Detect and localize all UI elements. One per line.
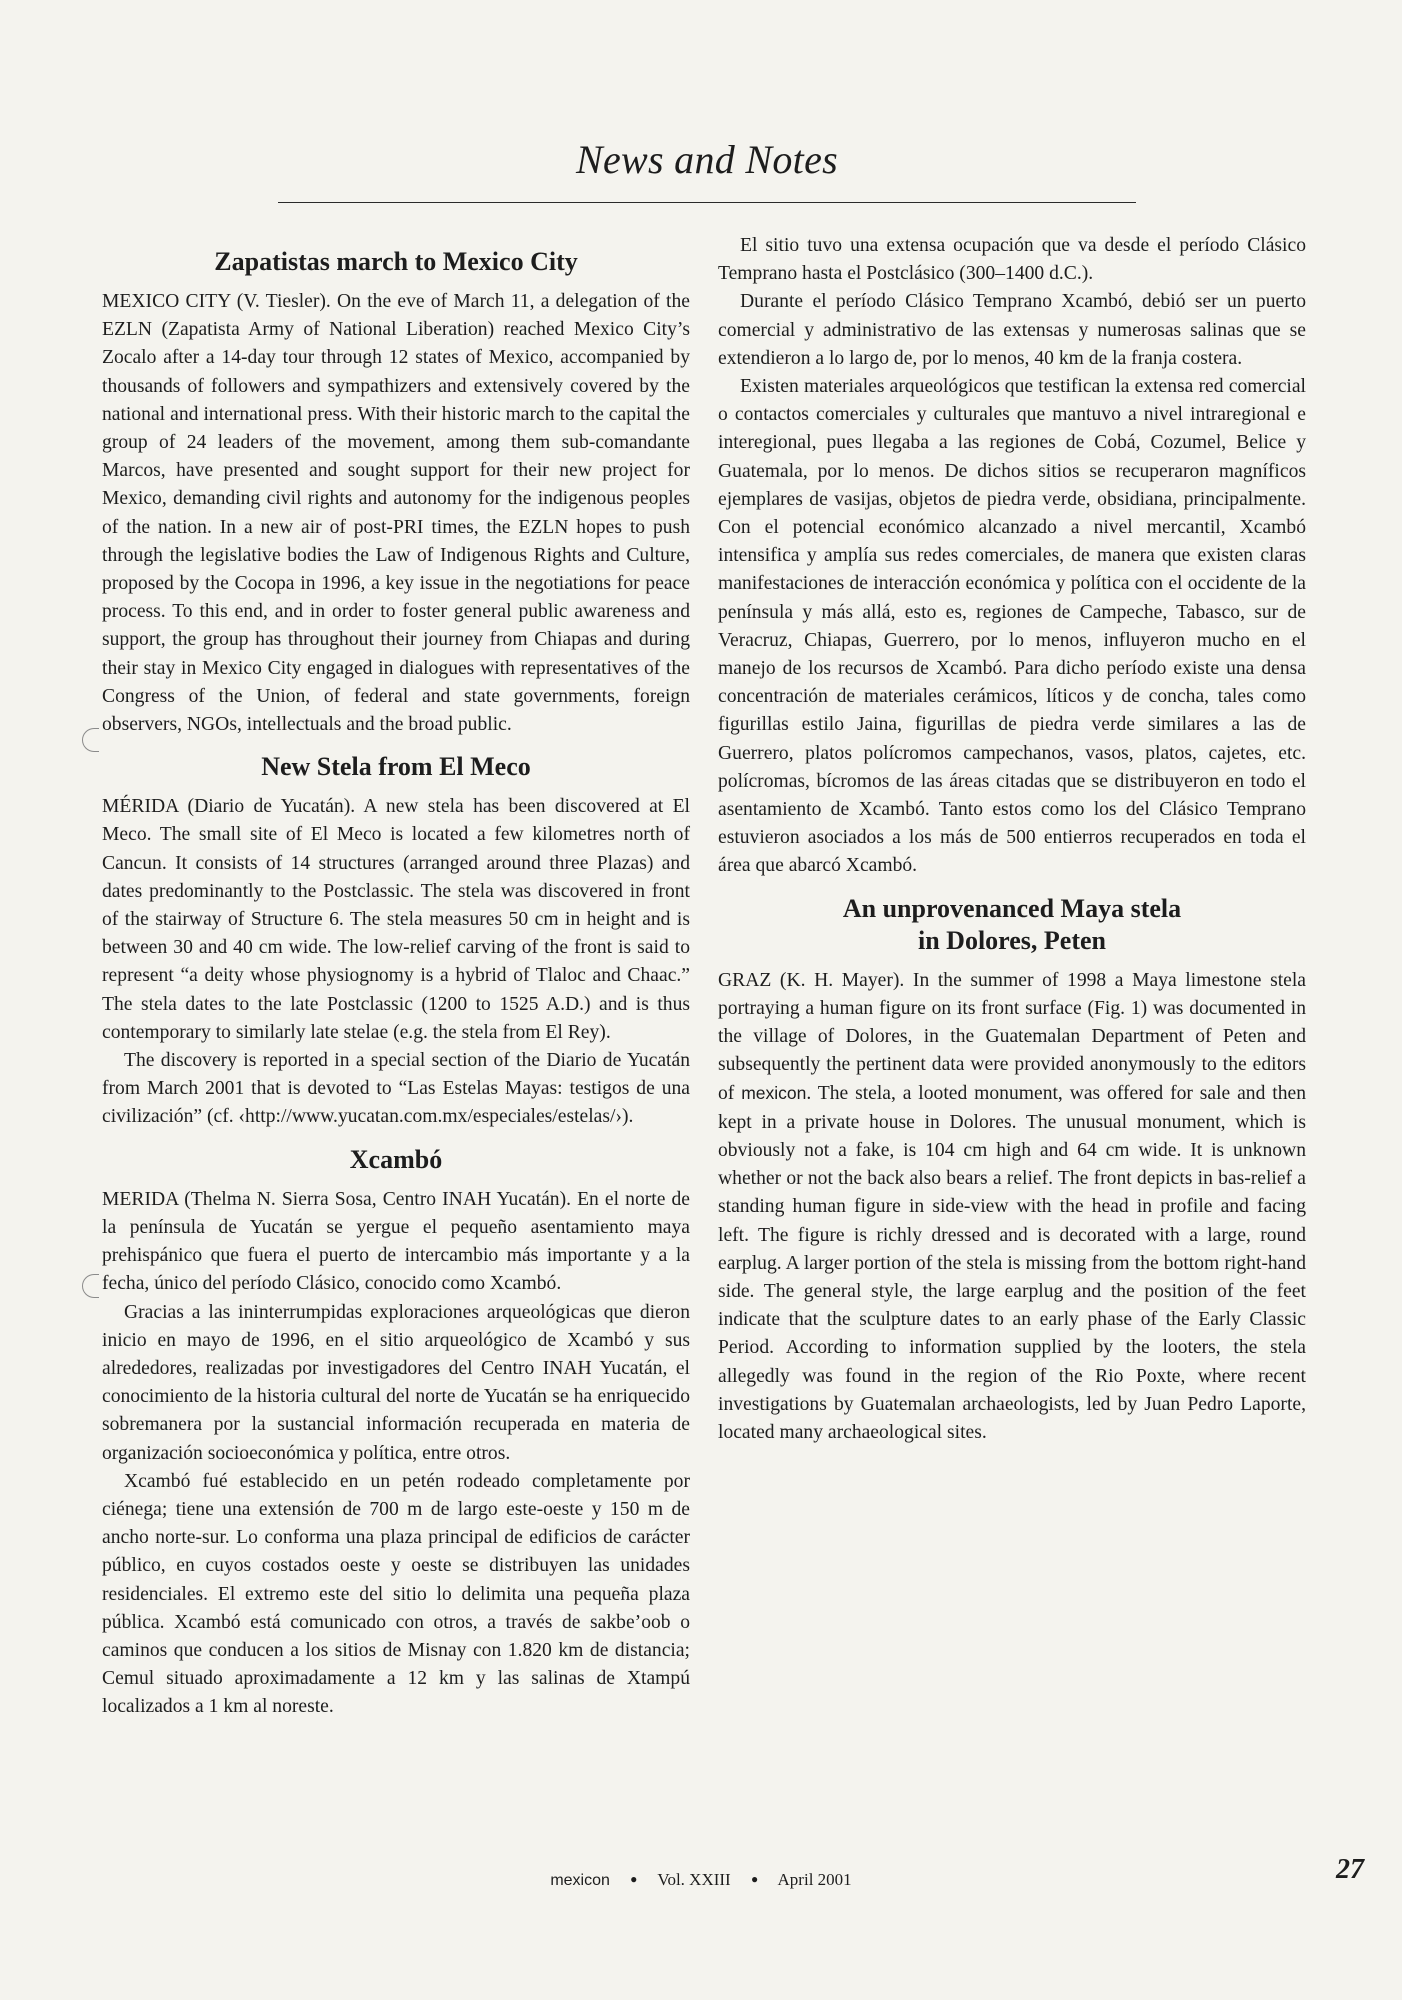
article-body-zapatistas: MEXICO CITY (V. Tiesler). On the eve of March 11, a delegation of the EZLN (Zapatista Army of National Liberation) reached Mexico City’s Zocalo after a 14-day tour through 12 states of Mexico, accompanied by thousands of followers and sympathizers and extensively covered by the national and international press. With their historic march to the capital the group of 24 leaders of the movement, among them sub-comandante Marcos, have presented and sought support for their new project for Mexico, demanding civil rights and autonomy for the indigenous peoples of the nation. In a new air of post-PRI times, the EZLN hopes to push through the legislative bodies the Law of Indigenous Rights and Culture, proposed by the Cocopa in 1996, a key issue in the negotiations for peace process. To this end, and in order to foster general public awareness and support, the group has throughout their journey from Chiapas and during their stay in Mexico City engaged in dialogues with representatives of the Congress of the Union, of federal and state governments, foreign observers, NGOs, intellectuals and the broad public.: [102, 291, 690, 736]
article-body-xcambo-2: Gracias a las ininterrumpidas exploraciones arqueológicas que dieron inicio en mayo de 1996, en el sitio arqueológico de Xcambó y sus alrededores, realizadas por investigadores del Centro INAH Yucatán, el conocimiento de la historia cultural del norte de Yucatán se ha enriquecido sobremanera por la sustancial información recuperada en materia de organización socioeconómica y política, entre otros.: [102, 1301, 690, 1464]
footer-separator-icon: ●: [750, 1872, 759, 1886]
page-number: 27: [1336, 1854, 1364, 1885]
article-body-elmeco-1: MÉRIDA (Diario de Yucatán). A new stela has been discovered at El Meco. The small site of El Meco is located a few kilometres north of Cancun. It consists of 14 structures (arranged around three Plazas) and dates predominantly to the Postclassic. The stela was discovered in front of the stairway of Structure 6. The stela measures 50 cm in height and is between 30 and 40 cm wide. The low-relief carving of the front is said to represent “a deity whose physiognomy is a hybrid of Tlaloc and Chaac.” The stela dates to the late Postclassic (1200 to 1525 A.D.) and is thus contemporary to similarly late stelae (e.g. the stela from El Rey).: [102, 796, 690, 1043]
left-column: [102, 232, 690, 1722]
page-footer: [0, 1870, 1402, 1890]
footer-date: April 2001: [777, 1870, 852, 1889]
article-title-elmeco: New Stela from El Meco: [261, 752, 531, 782]
article-body-xcambo-4: El sitio tuvo una extensa ocupación que va desde el período Clásico Temprano hasta el Postclásico (300–1400 d.C.).: [718, 235, 1306, 285]
footer-separator-icon: ●: [630, 1872, 638, 1886]
article-body-xcambo-6: Existen materiales arqueológicos que testifican la extensa red comercial o contactos comerciales y culturales que mantuvo a nivel intraregional e interegional, pues llegaba a las regiones de Cobá, Cozumel, Belice y Guatemala, por lo menos. De dichos sitios se recuperaron magníficos ejemplares de vasijas, objetos de piedra verde, obsidiana, principalmente. Con el potencial económico alcanzado a nivel mercantil, Xcambó intensifica y amplía sus redes comerciales, de manera que existen claras manifestaciones de interacción económica y política con el occidente de la península y más allá, esto es, regiones de Campeche, Tabasco, sur de Veracruz, Chiapas, Guerrero, por lo menos, influyeron mucho en el manejo de los recursos de Xcambó. Para dicho período existe una densa concentración de materiales cerámicos, líticos y de concha, tales como figurillas estilo Jaina, figurillas de piedra verde similares a las de Guerrero, platos polícromos campechanos, vasos, platos, cajetes, etc. polícromas, bícromos de las áreas citadas que se distribuyeron en todo el asentamiento de Xcambó. Tanto estos como los del Clásico Temprano estuvieron asociados a los más de 500 entierros recuperados en toda el área que abarcó Xcambó.: [718, 376, 1306, 877]
article-body-xcambo-3: Xcambó fué establecido en un petén rodeado completamente por ciénega; tiene una extensión de 700 m de largo este-oeste y 150 m de ancho norte-sur. Lo conforma una plaza principal de edificios de carácter público, en cuyos costados oeste y oeste se distribuyen las unidades residenciales. El extremo este del sitio lo delimita una pequeña plaza pública. Xcambó está comunicado con otros, a través de sakbe’oob o caminos que conducen a los sitios de Misnay con 1.820 km de distancia; Cemul situado aproximadamente a 12 km y las salinas de Xtampú localizados a 1 km al noreste.: [102, 1470, 690, 1718]
article-body-xcambo-1: MERIDA (Thelma N. Sierra Sosa, Centro INAH Yucatán). En el norte de la península de Yucatán se yergue el pequeño asentamiento maya prehispánico que fuera el puerto de intercambio más importante y a la fecha, único del período Clásico, conocido como Xcambó.: [102, 1188, 690, 1295]
footer-brand: mexicon: [550, 1872, 610, 1889]
article-title-dolores-line2: in Dolores, Peten: [918, 925, 1106, 955]
footer-volume: Vol. XXIII: [657, 1870, 731, 1889]
article-body-dolores: [718, 967, 1306, 1447]
section-title: News and Notes: [576, 137, 838, 182]
article-body-dolores-b: . The stela, a looted monument, was offered for sale and then kept in a private house in Dolores. The unusual monument, which is obviously not a fake, is 104 cm high and 64 cm wide. It is unknown whether or not the back also bears a relief. The front depicts in bas-relief a standing human figure in side-view with the head in profile and facing left. The figure is richly dressed and is decorated with a large, round earplug. A larger portion of the stela is missing from the bottom right-hand side. The general style, the large earplug and the position of the feet indicate that the sculpture dates to an early phase of the Early Classic Period. According to information supplied by the looters, the stela allegedly was found in the region of the Rio Poxte, where recent investigations by Guatemalan archaeologists, led by Juan Pedro Laporte, located many archaeological sites.: [718, 1083, 1306, 1443]
journal-brand-inline: mexicon: [741, 1083, 807, 1104]
article-body-dolores-a: GRAZ (K. H. Mayer). In the summer of 1998 a Maya limestone stela portraying a human figure on its front surface (Fig. 1) was documented in the village of Dolores, in the Guatemalan Department of Peten and subsequently the pertinent data were provided anonymously to the editors of: [718, 969, 1306, 1105]
punch-hole-mark: [82, 1274, 99, 1298]
article-body-elmeco-2: The discovery is reported in a special section of the Diario de Yucatán from March 2001 that is devoted to “Las Estelas Mayas: testigos de una civilización” (cf. ‹http://www.yucatan.com.mx/especiales/estelas/›).: [102, 1050, 690, 1128]
right-column: [718, 232, 1306, 1447]
header-divider: [278, 202, 1136, 203]
article-title-zapatistas: Zapatistas march to Mexico City: [214, 247, 578, 276]
article-title-dolores-line1: An unprovenanced Maya stela: [842, 893, 1182, 923]
article-body-xcambo-5: Durante el período Clásico Temprano Xcambó, debió ser un puerto comercial y administrativo de las extensas y numerosas salinas que se extendieron a lo largo de, por lo menos, 40 km de la franja costera.: [718, 291, 1306, 369]
article-title-dolores: [718, 893, 1306, 957]
article-title-xcambo: Xcambó: [349, 1144, 443, 1174]
punch-hole-mark: [82, 728, 99, 752]
